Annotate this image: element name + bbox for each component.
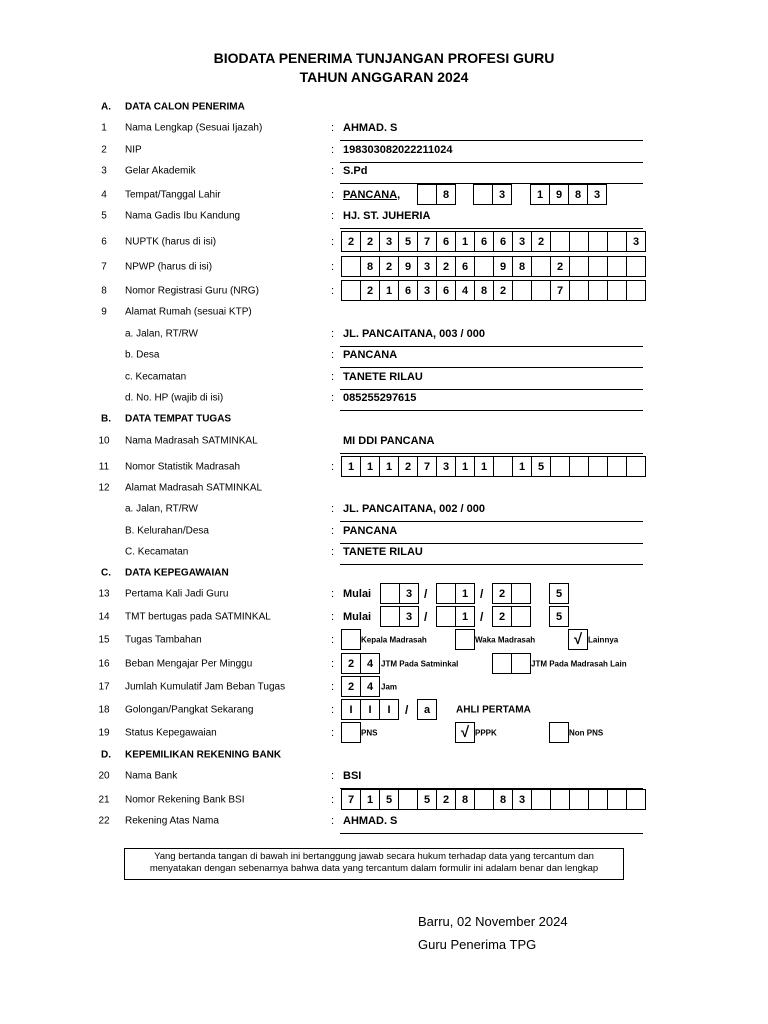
digit-box: 9	[493, 256, 513, 277]
slash: /	[480, 586, 484, 601]
row-label: b. Desa	[125, 349, 160, 360]
digit-box	[550, 456, 570, 477]
digit-box: 8	[360, 256, 380, 277]
digit-box: 3	[379, 231, 399, 252]
row-ibu-kandung	[0, 205, 768, 226]
row-number: 14	[98, 611, 110, 622]
row-number: 5	[101, 210, 107, 221]
row-label: a. Jalan, RT/RW	[125, 503, 198, 514]
colon: :	[331, 587, 335, 600]
option-label: PNS	[361, 728, 378, 737]
row-number: 4	[101, 189, 107, 200]
colon: :	[331, 235, 335, 248]
digit-box	[626, 280, 646, 301]
rekening-boxes	[341, 789, 646, 810]
digit-box	[569, 280, 589, 301]
underline	[340, 833, 643, 834]
gelar-value: S.Pd	[343, 164, 368, 177]
digit-box: 1	[455, 231, 475, 252]
digit-box: 2	[531, 231, 551, 252]
digit-box: 2	[360, 231, 380, 252]
date-box: 8	[436, 184, 456, 205]
row-number: 1	[101, 122, 107, 133]
digit-box: 2	[379, 256, 399, 277]
row-nama-bank	[0, 765, 768, 786]
option-label: JTM Pada Madrasah Lain	[531, 659, 627, 668]
underline	[340, 453, 643, 454]
row-number: 19	[98, 727, 110, 738]
row-number: 17	[98, 681, 110, 692]
nama-bank-value: BSI	[343, 769, 362, 782]
digit-box	[512, 280, 532, 301]
row-label: Jumlah Kumulatif Jam Beban Tugas	[125, 681, 286, 692]
rank-value: AHLI PERTAMA	[456, 704, 531, 715]
section-title: DATA KEPEGAWAIAN	[125, 567, 229, 578]
row-label: Beban Mengajar Per Minggu	[125, 658, 253, 669]
row-number: 16	[98, 658, 110, 669]
row-jumlah-jam	[0, 676, 768, 697]
nama-madrasah-value: MI DDI PANCANA	[343, 434, 435, 447]
digit-box: 1	[455, 456, 475, 477]
row-number: 20	[98, 770, 110, 781]
digit-box: 2	[341, 653, 361, 674]
colon: :	[331, 633, 335, 646]
nrg-boxes	[341, 280, 646, 301]
option-label: JTM Pada Satminkal	[381, 659, 459, 668]
digit-box: 1	[360, 789, 380, 810]
date-box	[436, 606, 456, 627]
colon: :	[331, 284, 335, 297]
waka-checkbox[interactable]	[455, 629, 475, 650]
digit-box: 3	[512, 789, 532, 810]
digit-box	[531, 789, 551, 810]
row-number: 18	[98, 704, 110, 715]
row-number: 7	[101, 261, 107, 272]
nuptk-boxes	[341, 231, 646, 252]
digit-box	[398, 789, 418, 810]
digit-box	[626, 789, 646, 810]
nsm-boxes	[341, 456, 646, 477]
digit-box: 2	[436, 256, 456, 277]
row-tugas-tambahan	[0, 629, 768, 650]
row-nip	[0, 139, 768, 160]
colon: :	[331, 703, 335, 716]
row-label: B. Kelurahan/Desa	[125, 525, 209, 536]
colon: :	[331, 793, 335, 806]
colon: :	[331, 327, 335, 340]
statement-line: Yang bertanda tangan di bawah ini bertanggung jawab secara hukum terhadap data yang tercantum dan	[154, 851, 594, 862]
kecamatan-value: TANETE RILAU	[343, 370, 423, 383]
option-label: Kepala Madrasah	[361, 635, 427, 644]
form-subtitle: TAHUN ANGGARAN 2024	[299, 69, 469, 85]
date-box	[511, 583, 531, 604]
digit-box	[588, 256, 608, 277]
row-label: Tempat/Tanggal Lahir	[125, 189, 221, 200]
lainnya-checkbox[interactable]: √	[568, 629, 588, 650]
colon: :	[331, 143, 335, 156]
row-number: 13	[98, 588, 110, 599]
row-kecamatan	[0, 366, 768, 387]
digit-box: 9	[398, 256, 418, 277]
digit-box	[569, 256, 589, 277]
row-number: 3	[101, 165, 107, 176]
row-ttl	[0, 184, 768, 205]
slash: /	[424, 586, 428, 601]
row-nrg	[0, 280, 768, 301]
section-letter: A.	[101, 101, 111, 112]
row-number: 12	[98, 482, 110, 493]
jalan-rumah-value: JL. PANCAITANA, 003 / 000	[343, 327, 486, 340]
row-number: 22	[98, 815, 110, 826]
statement-box	[124, 848, 624, 880]
row-kecamatan-madrasah	[0, 541, 768, 562]
row-label: Tugas Tambahan	[125, 634, 202, 645]
date-box	[473, 184, 493, 205]
row-label: Alamat Rumah (sesuai KTP)	[125, 306, 252, 317]
row-nama-madrasah	[0, 430, 768, 451]
mulai-label: Mulai	[343, 610, 372, 623]
tempat-lahir-value: PANCANA,	[343, 188, 401, 201]
row-label: Nomor Statistik Madrasah	[125, 461, 241, 472]
digit-box: 1	[379, 280, 399, 301]
digit-box: 1	[512, 456, 532, 477]
date-box	[380, 583, 400, 604]
digit-box: 2	[341, 231, 361, 252]
colon: :	[331, 209, 335, 222]
digit-box: 5	[531, 456, 551, 477]
digit-box	[550, 231, 570, 252]
digit-box: 3	[417, 280, 437, 301]
digit-box	[626, 456, 646, 477]
row-number: 9	[101, 306, 107, 317]
golongan-box: I	[379, 699, 399, 720]
option-label: Waka Madrasah	[475, 635, 536, 644]
digit-box	[474, 256, 494, 277]
row-beban-mengajar	[0, 653, 768, 674]
option-label: PPPK	[475, 728, 497, 737]
row-alamat-rumah	[0, 301, 768, 322]
date-box: 1	[455, 606, 475, 627]
row-number: 10	[98, 435, 110, 446]
slash: /	[424, 609, 428, 624]
date-box: 1	[530, 184, 550, 205]
colon: :	[331, 370, 335, 383]
date-box: 1	[455, 583, 475, 604]
row-label: Nama Madrasah SATMINKAL	[125, 435, 258, 446]
nama-lengkap-value: AHMAD. S	[343, 121, 398, 134]
row-label: Gelar Akademik	[125, 165, 196, 176]
row-number: 6	[101, 236, 107, 247]
section-d-header	[0, 744, 768, 765]
digit-box: 1	[360, 456, 380, 477]
row-tmt	[0, 606, 768, 627]
digit-box: 1	[379, 456, 399, 477]
row-desa	[0, 344, 768, 365]
digit-box: 3	[436, 456, 456, 477]
date-box: 3	[492, 184, 512, 205]
row-label: Nomor Registrasi Guru (NRG)	[125, 285, 259, 296]
golongan-box: a	[417, 699, 437, 720]
row-label: C. Kecamatan	[125, 546, 189, 557]
digit-box: 8	[455, 789, 475, 810]
digit-box	[607, 280, 627, 301]
row-label: NIP	[125, 144, 142, 155]
section-letter: B.	[101, 413, 111, 424]
row-label: Pertama Kali Jadi Guru	[125, 588, 229, 599]
colon: :	[331, 610, 335, 623]
date-box	[436, 583, 456, 604]
digit-box	[531, 280, 551, 301]
digit-box	[588, 789, 608, 810]
digit-box: 3	[512, 231, 532, 252]
digit-box: 4	[455, 280, 475, 301]
option-label: Jam	[381, 682, 398, 691]
digit-box	[569, 789, 589, 810]
section-letter: C.	[101, 567, 111, 578]
digit-box: 7	[417, 456, 437, 477]
golongan-box: I	[341, 699, 361, 720]
digit-box	[607, 256, 627, 277]
digit-box: 2	[436, 789, 456, 810]
digit-box	[626, 256, 646, 277]
date-box: 8	[568, 184, 588, 205]
row-label: c. Kecamatan	[125, 371, 187, 382]
date-box: 3	[399, 583, 419, 604]
date-box	[380, 606, 400, 627]
colon: :	[331, 545, 335, 558]
row-label: Rekening Atas Nama	[125, 815, 219, 826]
date-box: 2	[492, 583, 512, 604]
kelurahan-value: PANCANA	[343, 524, 398, 537]
digit-box: 6	[436, 231, 456, 252]
desa-value: PANCANA	[343, 348, 398, 361]
pns-checkbox[interactable]	[341, 722, 361, 743]
row-pertama-guru	[0, 583, 768, 604]
no-hp-value: 085255297615	[343, 391, 417, 404]
digit-box: 4	[360, 653, 380, 674]
row-nama-lengkap	[0, 117, 768, 138]
ibu-kandung-value: HJ. ST. JUHERIA	[343, 209, 431, 222]
digit-box: 2	[493, 280, 513, 301]
row-label: NPWP (harus di isi)	[125, 261, 213, 272]
colon: :	[331, 814, 335, 827]
section-b-header	[0, 408, 768, 429]
digit-box: 2	[550, 256, 570, 277]
digit-box: 7	[550, 280, 570, 301]
option-label: Non PNS	[569, 728, 604, 737]
digit-box	[569, 231, 589, 252]
digit-box: 2	[360, 280, 380, 301]
date-box: 5	[549, 606, 569, 627]
digit-box	[493, 456, 513, 477]
digit-box: 6	[474, 231, 494, 252]
colon: :	[331, 188, 335, 201]
colon: :	[331, 524, 335, 537]
digit-box: 4	[360, 676, 380, 697]
slash: /	[405, 702, 409, 717]
row-number: 2	[101, 144, 107, 155]
digit-box: 1	[474, 456, 494, 477]
digit-box: 5	[379, 789, 399, 810]
row-label: Golongan/Pangkat Sekarang	[125, 704, 254, 715]
row-no-hp	[0, 387, 768, 408]
date-box: 9	[549, 184, 569, 205]
digit-box: 3	[626, 231, 646, 252]
date-box	[417, 184, 437, 205]
colon: :	[331, 680, 335, 693]
row-label: Nomor Rekening Bank BSI	[125, 794, 245, 805]
section-a-header	[0, 96, 768, 117]
digit-box: 7	[341, 789, 361, 810]
row-number: 11	[98, 461, 110, 472]
digit-box: 7	[417, 231, 437, 252]
underline	[340, 228, 643, 229]
row-nsm	[0, 456, 768, 477]
digit-box	[588, 231, 608, 252]
section-c-header	[0, 562, 768, 583]
colon: :	[331, 460, 335, 473]
digit-box	[531, 256, 551, 277]
digit-box	[569, 456, 589, 477]
digit-box: 2	[398, 456, 418, 477]
mulai-label: Mulai	[343, 587, 372, 600]
digit-box: 6	[398, 280, 418, 301]
digit-box: 6	[436, 280, 456, 301]
colon: :	[331, 502, 335, 515]
row-alamat-madrasah	[0, 477, 768, 498]
colon: :	[331, 164, 335, 177]
digit-box: 8	[493, 789, 513, 810]
digit-box	[550, 789, 570, 810]
digit-box: 8	[512, 256, 532, 277]
row-number: 21	[98, 794, 110, 805]
date-box: 2	[492, 606, 512, 627]
date-box: 5	[549, 583, 569, 604]
slash: /	[480, 609, 484, 624]
colon: :	[331, 391, 335, 404]
digit-box: 1	[341, 456, 361, 477]
colon: :	[331, 260, 335, 273]
colon: :	[331, 726, 335, 739]
kepala-checkbox[interactable]	[341, 629, 361, 650]
section-title: KEPEMILIKAN REKENING BANK	[125, 749, 282, 760]
row-nuptk	[0, 231, 768, 252]
signature-place-date: Barru, 02 November 2024	[418, 914, 568, 929]
digit-box	[588, 280, 608, 301]
jalan-madrasah-value: JL. PANCAITANA, 002 / 000	[343, 502, 486, 515]
digit-box	[511, 653, 531, 674]
digit-box	[588, 456, 608, 477]
row-label: a. Jalan, RT/RW	[125, 328, 198, 339]
section-title: DATA TEMPAT TUGAS	[125, 413, 232, 424]
digit-box: 8	[474, 280, 494, 301]
date-box: 3	[399, 606, 419, 627]
row-label: Status Kepegawaian	[125, 727, 217, 738]
option-label: Lainnya	[588, 635, 619, 644]
row-label: Nama Bank	[125, 770, 178, 781]
date-box	[511, 606, 531, 627]
colon: :	[331, 657, 335, 670]
row-kelurahan	[0, 520, 768, 541]
kecamatan-madrasah-value: TANETE RILAU	[343, 545, 423, 558]
signature-role: Guru Penerima TPG	[418, 937, 537, 952]
npwp-boxes	[341, 256, 646, 277]
row-atas-nama	[0, 810, 768, 831]
date-box: 3	[587, 184, 607, 205]
row-number: 8	[101, 285, 107, 296]
digit-box	[607, 231, 627, 252]
digit-box: 2	[341, 676, 361, 697]
row-label: TMT bertugas pada SATMINKAL	[125, 611, 271, 622]
digit-box	[341, 256, 361, 277]
row-label: Alamat Madrasah SATMINKAL	[125, 482, 263, 493]
nip-value: 198303082022211024	[343, 143, 453, 156]
row-label: d. No. HP (wajib di isi)	[125, 392, 224, 403]
digit-box	[607, 789, 627, 810]
golongan-box: I	[360, 699, 380, 720]
row-number: 15	[98, 634, 110, 645]
row-jalan-madrasah	[0, 498, 768, 519]
non-pns-checkbox[interactable]	[549, 722, 569, 743]
digit-box: 5	[417, 789, 437, 810]
row-jalan-rumah	[0, 323, 768, 344]
form-title: BIODATA PENERIMA TUNJANGAN PROFESI GURU	[213, 50, 555, 66]
digit-box: 6	[455, 256, 475, 277]
row-label: NUPTK (harus di isi)	[125, 236, 217, 247]
digit-box: 5	[398, 231, 418, 252]
row-rekening	[0, 789, 768, 810]
row-gelar	[0, 160, 768, 181]
digit-box: 3	[417, 256, 437, 277]
row-npwp	[0, 256, 768, 277]
atas-nama-value: AHMAD. S	[343, 814, 398, 827]
digit-box	[474, 789, 494, 810]
statement-line: menyatakan dengan sebenarnya bahwa data yang tercantum dalam formulir ini adalam benar dan lengkap	[149, 863, 599, 874]
colon: :	[331, 121, 335, 134]
row-label: Nama Lengkap (Sesuai Ijazah)	[125, 122, 263, 133]
section-letter: D.	[101, 749, 111, 760]
digit-box	[341, 280, 361, 301]
digit-box	[492, 653, 512, 674]
row-label: Nama Gadis Ibu Kandung	[125, 210, 241, 221]
colon: :	[331, 348, 335, 361]
pppk-checkbox[interactable]: √	[455, 722, 475, 743]
row-status	[0, 722, 768, 743]
digit-box: 6	[493, 231, 513, 252]
section-title: DATA CALON PENERIMA	[125, 101, 245, 112]
row-golongan	[0, 699, 768, 720]
digit-box	[607, 456, 627, 477]
colon: :	[331, 769, 335, 782]
